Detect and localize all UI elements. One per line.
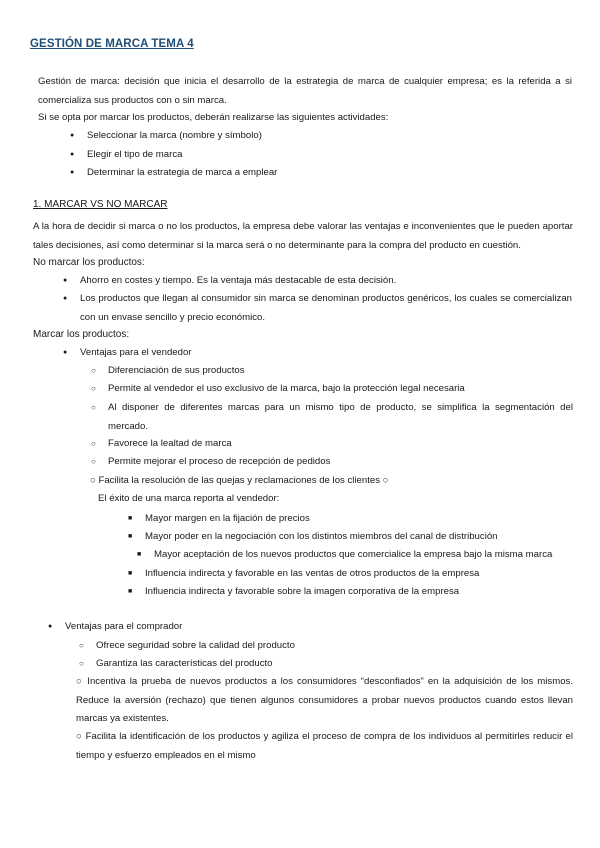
vendedor-item: ○ Favorece la lealtad de marca — [108, 435, 232, 454]
comprador-label: ● Ventajas para el comprador — [65, 618, 182, 637]
vendedor-item: ○ Facilita la resolución de las quejas y reclamaciones de los clientes ○ — [90, 475, 389, 486]
vendedor-label: ● Ventajas para el vendedor — [80, 344, 191, 363]
comprador-item: ○ Ofrece seguridad sobre la calidad del producto — [96, 637, 295, 656]
vendedor-item: ○ Al disponer de diferentes marcas para un mismo tipo de producto, se simplifica la segmentación del mercado. — [108, 399, 573, 436]
page-title: GESTIÓN DE MARCA TEMA 4 — [30, 38, 194, 50]
exito-item: ■ Mayor aceptación de los nuevos productos que comercialice la empresa bajo la misma marca — [154, 546, 552, 565]
activity-item: ● Elegir el tipo de marca — [87, 146, 182, 165]
comprador-item: ○ Incentiva la prueba de nuevos productos a los consumidores “desconfiados” en la adquisición de los mismos. Reduce la aversión (rechazo) que tienen algunos consumidores a probar nuevos productos cuando estos llevan marcas ya existentes. — [76, 676, 573, 724]
no-marcar-label: No marcar los productos: — [33, 257, 145, 268]
intro-definition: Gestión de marca: decisión que inicia el desarrollo de la estrategia de marca de cualquier empresa; es la referida a si comercializa sus productos con o sin marca. — [38, 76, 572, 106]
section-heading: 1. MARCAR VS NO MARCAR — [33, 199, 168, 210]
vendedor-item: ○ Permite mejorar el proceso de recepción de pedidos — [108, 453, 330, 472]
comprador-item: ○ Garantiza las características del producto — [96, 655, 273, 674]
vendedor-item: ○ Diferenciación de sus productos — [108, 362, 245, 381]
section-paragraph: A la hora de decidir si marca o no los productos, la empresa debe valorar las ventajas e inconvenientes que le pueden aportar tales decisiones, así como determinar si la marca será o no determinante para la compra del producto en cuestión. — [33, 221, 573, 251]
no-marcar-item: ● Los productos que llegan al consumidor sin marca se denominan productos genéricos, los cuales se comercializan con un envase sencillo y precio económico. — [80, 290, 572, 327]
activity-item: ● Determinar la estrategia de marca a emplear — [87, 164, 277, 183]
marcar-label: Marcar los productos: — [33, 329, 130, 340]
exito-item: ■ Mayor margen en la fijación de precios — [145, 510, 310, 529]
exito-item: ■ Influencia indirecta y favorable sobre la imagen corporativa de la empresa — [145, 583, 459, 602]
exito-label: El éxito de una marca reporta al vendedor: — [98, 493, 280, 504]
no-marcar-item: ● Ahorro en costes y tiempo. Es la ventaja más destacable de esta decisión. — [80, 272, 572, 291]
vendedor-item: ○ Permite al vendedor el uso exclusivo de la marca, bajo la protección legal necesaria — [108, 380, 573, 399]
exito-item: ■ Mayor poder en la negociación con los distintos miembros del canal de distribución — [145, 528, 498, 547]
intro-activities-text: Si se opta por marcar los productos, deberán realizarse las siguientes actividades: — [38, 112, 389, 123]
exito-item: ■ Influencia indirecta y favorable en las ventas de otros productos de la empresa — [145, 565, 479, 584]
activity-item: ● Seleccionar la marca (nombre y símbolo) — [87, 127, 262, 146]
comprador-item: ○ Facilita la identificación de los productos y agiliza el proceso de compra de los individuos al permitirles reducir el tiempo y esfuerzo empleados en el mismo — [76, 731, 573, 761]
